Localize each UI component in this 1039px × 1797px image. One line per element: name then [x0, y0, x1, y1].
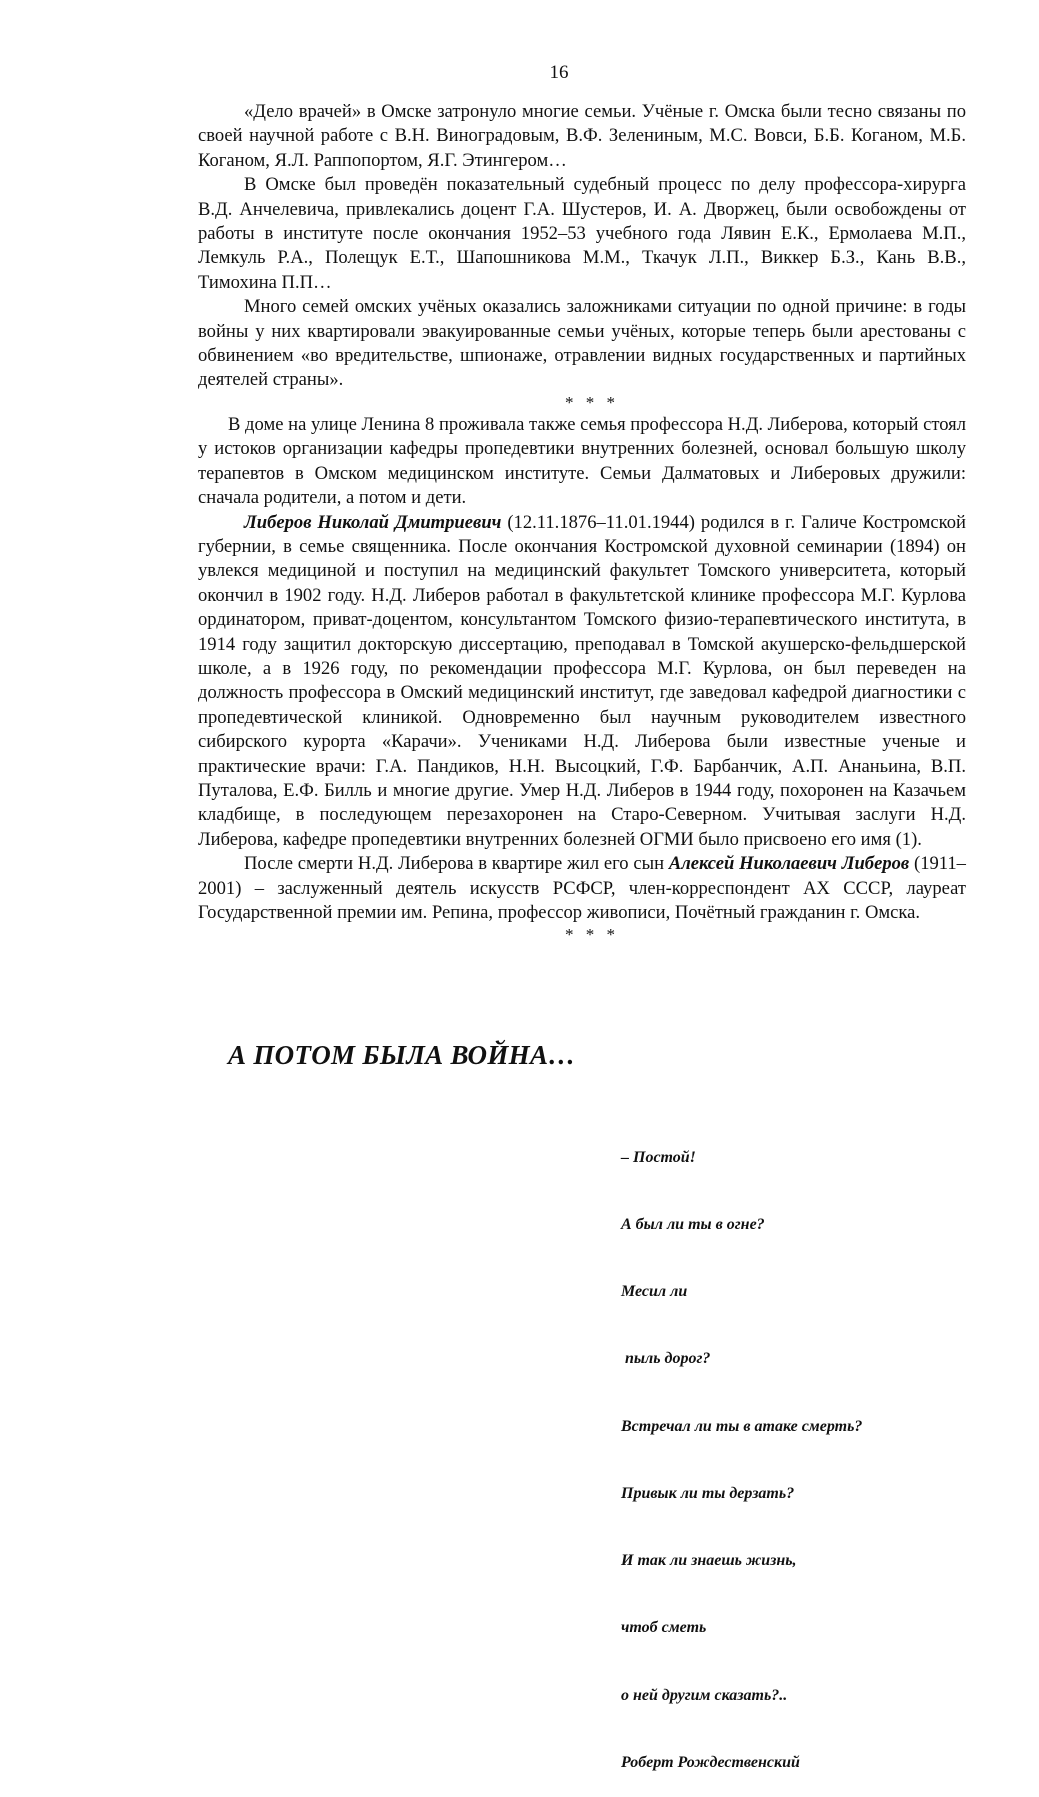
paragraph-doctors-plot: «Дело врачей» в Омске затронуло многие семьи. Учёные г. Омска были тесно связаны по своей научной работе с В.Н. Виноградовым, В.Ф. Зелениным, М.С. Вовси, Б.Б. Коганом, М.Б. Коганом, Я.Л. Раппопортом, Я.Г. Этингером…	[198, 101, 966, 171]
section-separator: * * *	[565, 925, 619, 945]
paragraph-evacuated-families: Много семей омских учёных оказались заложниками ситуации по одной причине: в годы войны у них квартировали эвакуированные семьи учёных, которые теперь были арестованы с обвинением «во вредительстве, шпионаже, отравлении видных государственных и партийных деятелей страны».	[198, 296, 966, 391]
paragraph-liberov-family: В доме на улице Ленина 8 проживала также семья профессора Н.Д. Либерова, который стоял у истоков организации кафедры пропедевтики внутренних болезней, основал большую школу терапевтов в Омском медицинском институте. Семьи Далматовых и Либеровых дружили: сначала родители, а потом и дети.	[198, 413, 966, 509]
son-intro-text: После смерти Н.Д. Либерова в квартире жил его сын	[244, 853, 669, 875]
paragraph-liberov-biography	[198, 511, 966, 853]
poem-line: Привык ли ты дерзать?	[621, 1484, 795, 1502]
main-text	[198, 100, 966, 945]
poem-line: Месил ли	[621, 1283, 688, 1301]
poem-line: Встречал ли ты в атаке смерть?	[621, 1417, 863, 1435]
poem-line: – Постой!	[621, 1148, 696, 1166]
person-name: Алексей Николаевич Либеров	[668, 853, 910, 875]
section-title: А ПОТОМ БЫЛА ВОЙНА…	[228, 1040, 576, 1070]
poem-line: чтоб сметь	[621, 1619, 707, 1637]
son-biography-text: (1911–2001) – заслуженный деятель искусств РСФСР, член-корреспондент АХ СССР, лауреат Государственной премии им. Репина, профессор живописи, Почётный гражданин г. Омска.	[198, 853, 966, 923]
poem-author: Роберт Рождественский	[621, 1753, 800, 1771]
paragraph-son-liberov	[198, 852, 966, 925]
person-name: Либеров Николай Дмитриевич	[244, 511, 502, 533]
poem-line: И так ли знаешь жизнь,	[621, 1552, 797, 1570]
biography-text: (12.11.1876–11.01.1944) родился в г. Галиче Костромской губернии, в семье священника. После окончания Костромской духовной семинарии (1894) он увлекся медициной и поступил на медицинский факультет Томского университета, который окончил в 1902 году. Н.Д. Либеров работал в факультетской клинике профессора М.Г. Курлова ординатором, приват-доцентом, консультантом Томского физио-терапевтического института, в 1914 году защитил докторскую диссертацию, преподавал в Томской акушерско-фельдшерской школе, а в 1926 году, по рекомендации профессора М.Г. Курлова, он был переведен на должность профессора в Омский медицинский институт, где заведовал кафедрой диагностики с пропедевтической клиникой. Одновременно был научным руководителем известного сибирского курорта «Карачи». Учениками Н.Д. Либерова были известные ученые и практические врачи: Г.А. Пандиков, Н.Н. Высоцкий, Г.Ф. Барбанчик, А.П. Ананьина, В.П. Путалова, Е.Ф. Билль и многие другие. Умер Н.Д. Либеров в 1944 году, похоронен на Казачьем кладбище, в последующем перезахоронен на Старо-Северном. Учитывая заслуги Н.Д. Либерова, кафедре пропедевтики внутренних болезней ОГМИ было присвоено его имя (1).	[198, 511, 966, 850]
page-number: 16	[549, 62, 569, 83]
poem-line: А был ли ты в огне?	[621, 1216, 765, 1234]
paragraph-show-trial: В Омске был проведён показательный судебный процесс по делу профессора-хирурга В.Д. Анчелевича, привлекались доцент Г.А. Шустеров, И. А. Дворжец, были освобождены от работы в институте после окончания 1952–53 учебного года Лявин Е.К., Ермолаева М.П., Лемкуль Р.А., Полещук Е.Т., Шапошникова М.М., Ткачук Л.П., Виккер Б.З., Кань В.В., Тимохина П.П…	[198, 174, 966, 293]
epigraph-poem	[621, 1102, 862, 1797]
section-separator: * * *	[565, 392, 619, 412]
poem-line: о ней другим сказать?..	[621, 1686, 788, 1704]
poem-line: пыль дорог?	[621, 1350, 711, 1368]
